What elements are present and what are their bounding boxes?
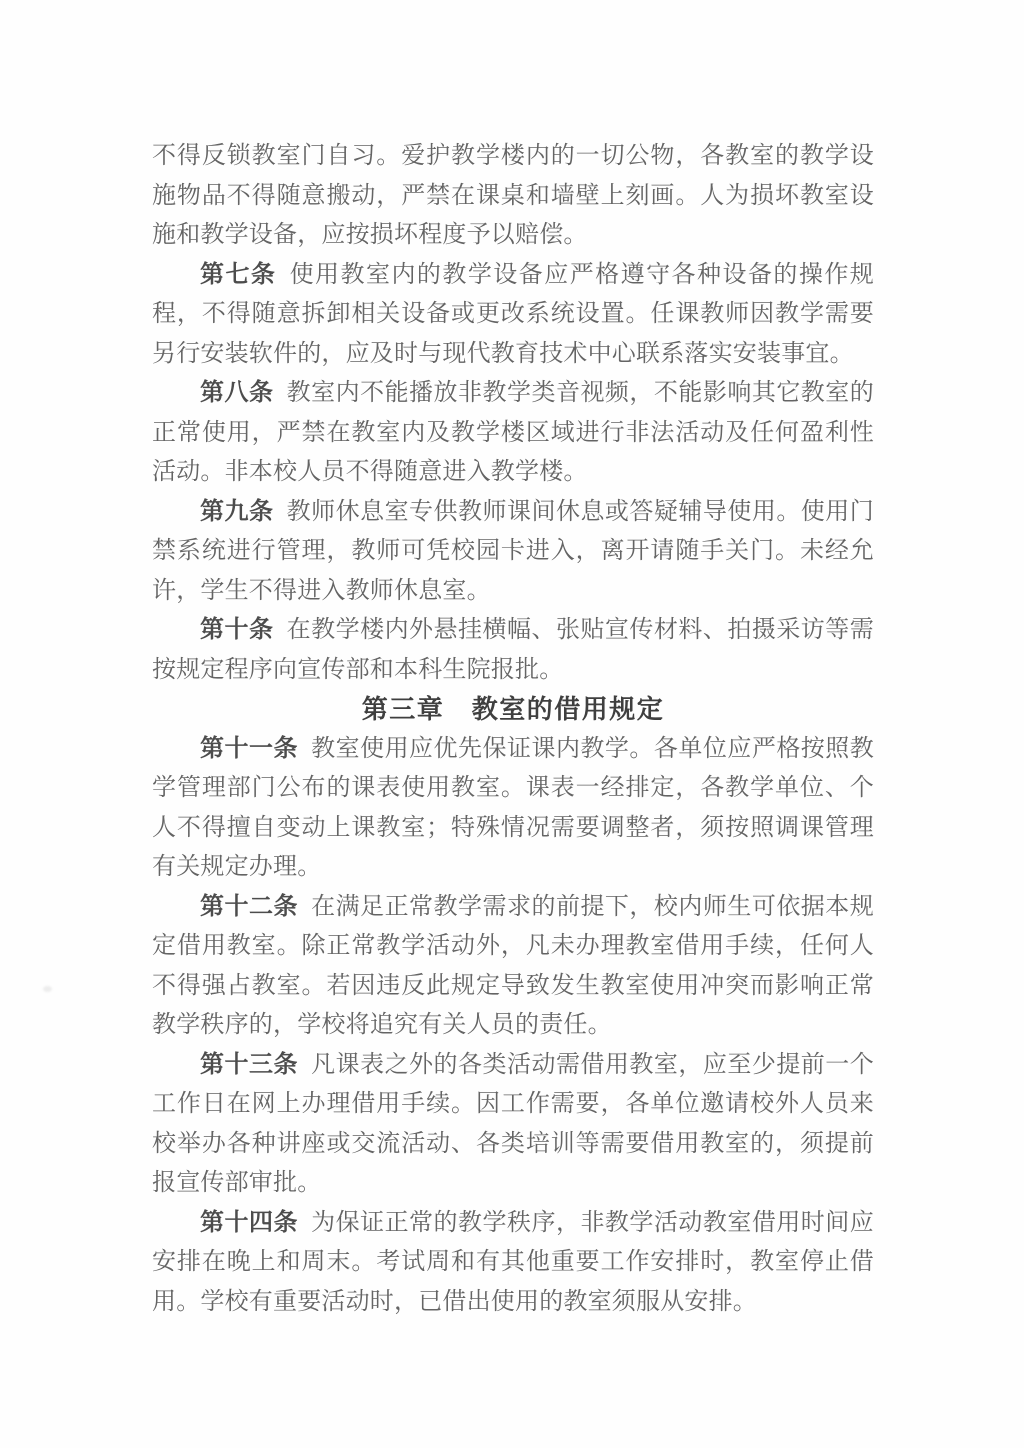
article-number: 第十三条 [200, 1051, 298, 1078]
article-number: 第十四条 [200, 1209, 298, 1236]
article-number: 第十条 [200, 617, 274, 643]
scan-smudge-artifact [43, 986, 52, 992]
article-number: 第十一条 [200, 735, 298, 762]
paragraph-text: 教师休息室专供教师课间休息或答疑辅导使用。使用门禁系统进行管理，教师可凭校园卡进入，离开请随手关门。未经允许，学生不得进入教师休息室。 [152, 498, 874, 604]
paragraph-article-9 [152, 493, 874, 612]
paragraph-text: 教室内不能播放非教学类音视频，不能影响其它教室的正常使用，严禁在教室内及教学楼区域进行非法活动及任何盈利性活动。非本校人员不得随意进入教学楼。 [152, 380, 874, 485]
paragraph-article-14 [152, 1204, 874, 1323]
paragraph-article-12 [152, 888, 874, 1046]
paragraph-article-8 [152, 374, 874, 493]
article-number: 第八条 [200, 380, 274, 406]
paragraph-article-13 [152, 1046, 874, 1204]
paragraph-article-11 [152, 730, 874, 888]
paragraph-continuation [152, 137, 874, 256]
paragraph-text: 在教学楼内外悬挂横幅、张贴宣传材料、拍摄采访等需按规定程序向宣传部和本科生院报批。 [152, 617, 874, 683]
paragraph-text: 在满足正常教学需求的前提下，校内师生可依据本规定借用教室。除正常教学活动外，凡未办理教室借用手续，任何人不得强占教室。若因违反此规定导致发生教室使用冲突而影响正常教学秩序的，学校将追究有关人员的责任。 [152, 893, 874, 1038]
article-number: 第十二条 [200, 893, 298, 920]
chapter-heading: 第三章 教室的借用规定 [361, 694, 665, 724]
article-number: 第九条 [200, 498, 274, 525]
paragraph-text: 凡课表之外的各类活动需借用教室，应至少提前一个工作日在网上办理借用手续。因工作需要，各单位邀请校外人员来校举办各种讲座或交流活动、各类培训等需要借用教室的，须提前报宣传部审批。 [152, 1051, 874, 1196]
paragraph-article-10 [152, 611, 874, 690]
paragraph-text: 不得反锁教室门自习。爱护教学楼内的一切公物，各教室的教学设施物品不得随意搬动，严禁在课桌和墙壁上刻画。人为损坏教室设施和教学设备，应按损坏程度予以赔偿。 [152, 143, 874, 248]
paragraph-text: 使用教室内的教学设备应严格遵守各种设备的操作规程，不得随意拆卸相关设备或更改系统设置。任课教师因教学需要另行安装软件的，应及时与现代教育技术中心联系落实安装事宜。 [152, 261, 874, 367]
paragraph-text: 为保证正常的教学秩序，非教学活动教室借用时间应安排在晚上和周末。考试周和有其他重要工作安排时，教室停止借用。学校有重要活动时，已借出使用的教室须服从安排。 [152, 1209, 874, 1315]
article-number: 第七条 [200, 261, 277, 288]
paragraph-article-7 [152, 256, 874, 375]
document-body [152, 137, 874, 1322]
paragraph-text: 教室使用应优先保证课内教学。各单位应严格按照教学管理部门公布的课表使用教室。课表一经排定，各教学单位、个人不得擅自变动上课教室；特殊情况需要调整者，须按照调课管理有关规定办理。 [152, 735, 874, 880]
